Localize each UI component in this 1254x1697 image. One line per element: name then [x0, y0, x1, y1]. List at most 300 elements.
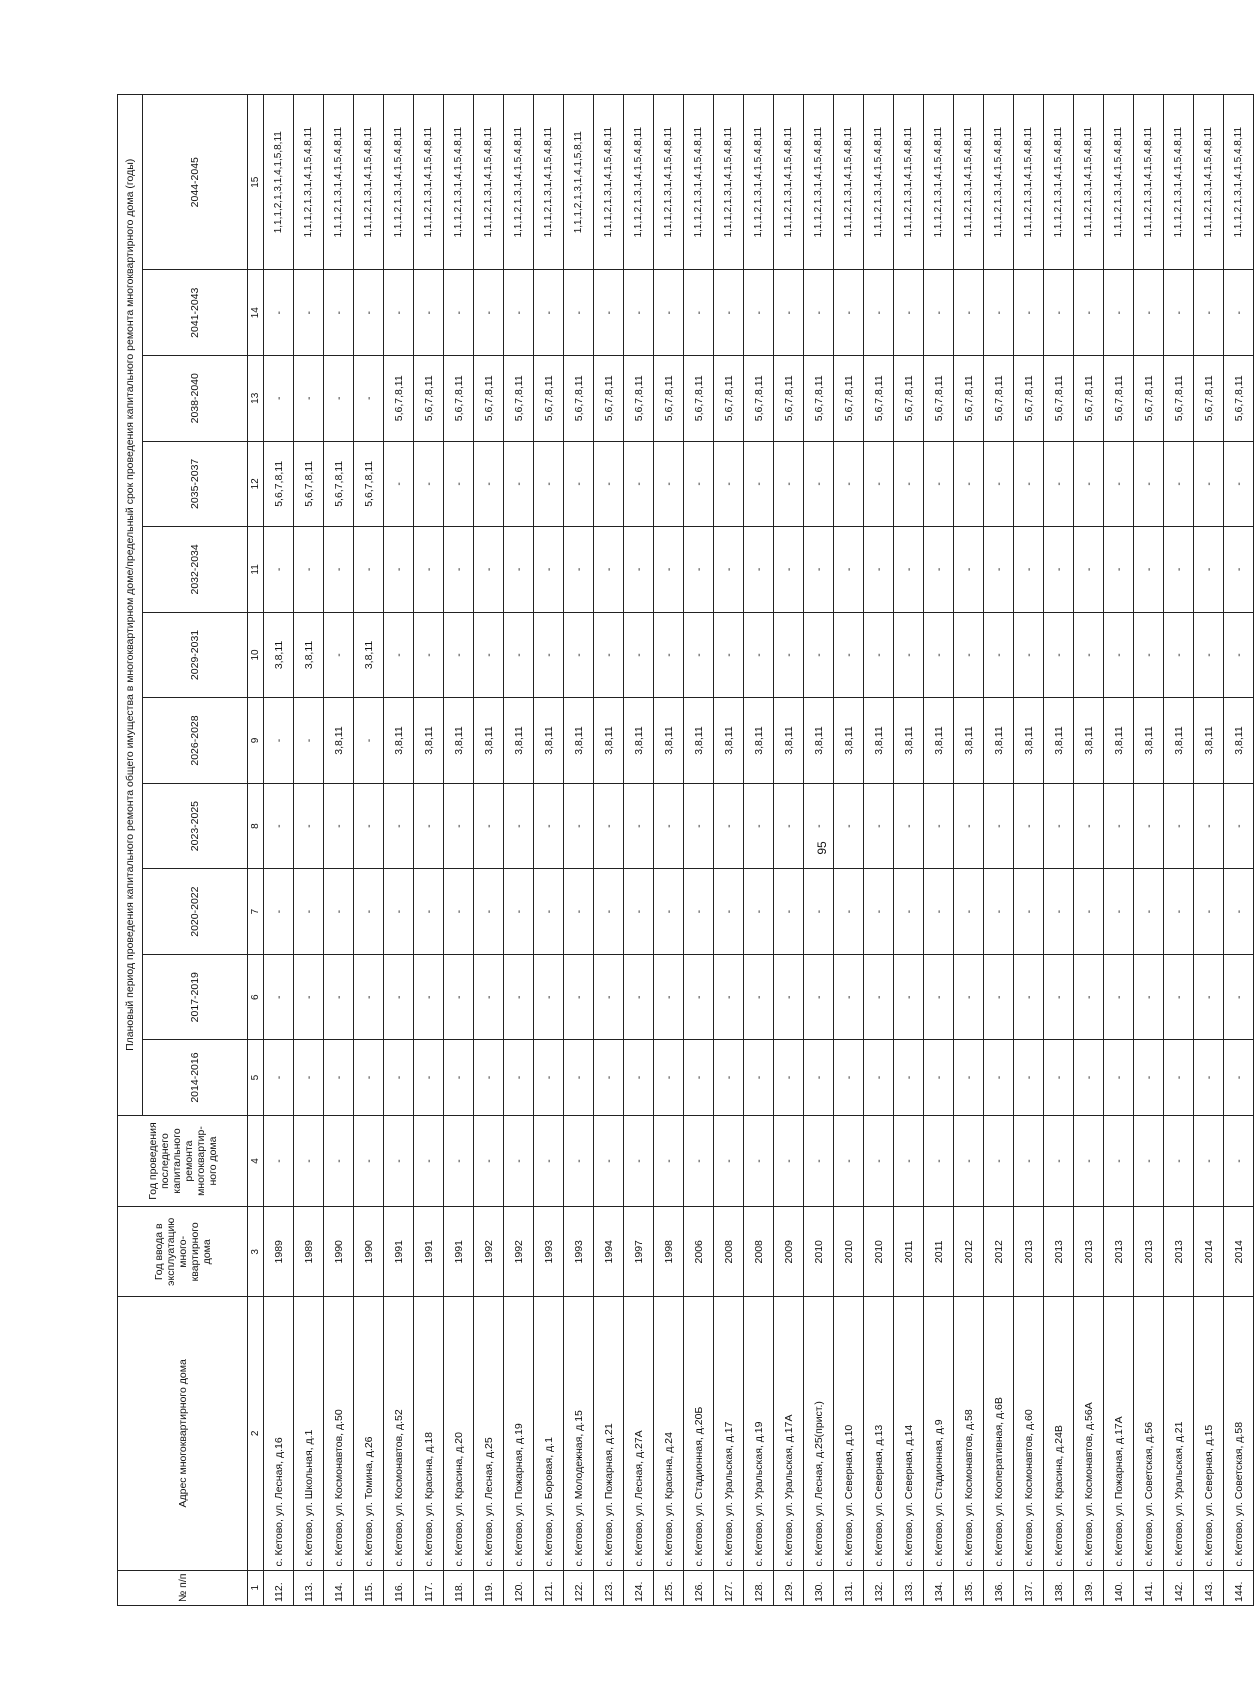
cell-address: с. Кетово, ул. Лесная, д.16: [264, 1297, 294, 1570]
cell-address: с. Кетово, ул. Красина, д.24: [654, 1297, 684, 1570]
cell-period-value: -: [1074, 441, 1104, 527]
cell-period-value: 1,1,1,2,1,3,1,4,1,5,4,8,11: [1014, 95, 1044, 270]
cell-row-number: 125.: [654, 1570, 684, 1605]
cell-period-value: -: [504, 954, 534, 1040]
cell-period-value: -: [354, 783, 384, 869]
column-number: 11: [248, 527, 264, 613]
cell-period-value: -: [654, 527, 684, 613]
cell-period-value: -: [1014, 954, 1044, 1040]
cell-address: с. Кетово, ул. Пожарная, д.19: [504, 1297, 534, 1570]
cell-year-built: 1990: [324, 1207, 354, 1297]
cell-period-value: -: [1164, 270, 1194, 356]
column-number: 9: [248, 698, 264, 784]
cell-period-value: 3,8,11: [534, 698, 564, 784]
cell-address: с. Кетово, ул. Космонавтов, д.58: [954, 1297, 984, 1570]
table-row: [1044, 95, 1074, 1606]
table-row: [714, 95, 744, 1606]
cell-period-value: -: [534, 869, 564, 955]
header-year-built: Год ввода в эксплуатацию много-квартирного дома: [118, 1207, 248, 1297]
cell-year-built: 2006: [684, 1207, 714, 1297]
cell-year-built: 2009: [774, 1207, 804, 1297]
cell-period-value: 3,8,11: [1164, 698, 1194, 784]
cell-address: с. Кетово, ул. Кооперативная, д.6В: [984, 1297, 1014, 1570]
cell-period-value: 1,1,1,2,1,3,1,4,1,5,4,8,11: [504, 95, 534, 270]
cell-period-value: -: [444, 441, 474, 527]
cell-last-repair: -: [354, 1115, 384, 1207]
cell-period-value: -: [804, 612, 834, 698]
table-row: [804, 95, 834, 1606]
cell-period-value: -: [1044, 441, 1074, 527]
cell-period-value: 1,1,1,2,1,3,1,4,1,5,4,8,11: [864, 95, 894, 270]
cell-period-value: -: [474, 783, 504, 869]
cell-period-value: 5,6,7,8,11: [1014, 355, 1044, 441]
cell-period-value: -: [1044, 612, 1074, 698]
cell-year-built: 1991: [414, 1207, 444, 1297]
cell-row-number: 114.: [324, 1570, 354, 1605]
cell-row-number: 127.: [714, 1570, 744, 1605]
cell-period-value: -: [324, 783, 354, 869]
cell-period-value: 1,1,1,2,1,3,1,4,1,5,4,8,11: [714, 95, 744, 270]
cell-address: с. Кетово, ул. Лесная, д.27А: [624, 1297, 654, 1570]
cell-year-built: 2011: [924, 1207, 954, 1297]
cell-period-value: -: [744, 441, 774, 527]
header-period: 2044-2045: [143, 95, 248, 270]
cell-period-value: -: [624, 270, 654, 356]
cell-period-value: -: [834, 270, 864, 356]
cell-period-value: -: [714, 270, 744, 356]
cell-period-value: -: [744, 527, 774, 613]
cell-period-value: -: [984, 954, 1014, 1040]
cell-last-repair: -: [744, 1115, 774, 1207]
cell-year-built: 2013: [1164, 1207, 1194, 1297]
cell-period-value: -: [564, 527, 594, 613]
cell-period-value: 3,8,11: [624, 698, 654, 784]
cell-row-number: 143.: [1194, 1570, 1224, 1605]
cell-period-value: -: [714, 527, 744, 613]
cell-period-value: -: [654, 869, 684, 955]
cell-period-value: -: [1194, 869, 1224, 955]
cell-period-value: 5,6,7,8,11: [1044, 355, 1074, 441]
cell-period-value: -: [864, 783, 894, 869]
cell-year-built: 2008: [744, 1207, 774, 1297]
cell-row-number: 144.: [1224, 1570, 1254, 1605]
cell-period-value: -: [1194, 527, 1224, 613]
cell-row-number: 126.: [684, 1570, 714, 1605]
header-period: 2029-2031: [143, 612, 248, 698]
cell-period-value: -: [594, 527, 624, 613]
cell-period-value: -: [684, 270, 714, 356]
column-number: 10: [248, 612, 264, 698]
cell-period-value: -: [1164, 441, 1194, 527]
cell-period-value: -: [1014, 783, 1044, 869]
cell-period-value: 1,1,1,2,1,3,1,4,1,5,4,8,11: [924, 95, 954, 270]
column-number: 13: [248, 355, 264, 441]
header-period: 2035-2037: [143, 441, 248, 527]
cell-period-value: -: [504, 527, 534, 613]
cell-period-value: -: [384, 527, 414, 613]
cell-period-value: 3,8,11: [954, 698, 984, 784]
cell-period-value: 5,6,7,8,11: [894, 355, 924, 441]
table-row: [1134, 95, 1164, 1606]
header-period: 2032-2034: [143, 527, 248, 613]
cell-period-value: -: [834, 783, 864, 869]
cell-row-number: 120.: [504, 1570, 534, 1605]
cell-period-value: -: [924, 612, 954, 698]
cell-period-value: -: [624, 441, 654, 527]
cell-period-value: -: [894, 270, 924, 356]
cell-period-value: -: [1164, 612, 1194, 698]
cell-period-value: 5,6,7,8,11: [744, 355, 774, 441]
cell-period-value: -: [534, 527, 564, 613]
cell-period-value: -: [744, 1040, 774, 1115]
cell-period-value: -: [654, 1040, 684, 1115]
cell-year-built: 2010: [834, 1207, 864, 1297]
cell-period-value: -: [594, 783, 624, 869]
cell-period-value: -: [714, 1040, 744, 1115]
cell-address: с. Кетово, ул. Северная, д.10: [834, 1297, 864, 1570]
cell-last-repair: -: [624, 1115, 654, 1207]
cell-period-value: -: [354, 270, 384, 356]
cell-period-value: -: [1164, 1040, 1194, 1115]
cell-period-value: -: [894, 869, 924, 955]
cell-period-value: -: [294, 869, 324, 955]
cell-year-built: 1992: [474, 1207, 504, 1297]
cell-period-value: 1,1,1,2,1,3,1,4,1,5,4,8,11: [984, 95, 1014, 270]
cell-year-built: 2013: [1014, 1207, 1044, 1297]
cell-period-value: -: [924, 954, 954, 1040]
cell-address: с. Кетово, ул. Космонавтов, д.56А: [1074, 1297, 1104, 1570]
cell-period-value: -: [594, 954, 624, 1040]
cell-address: с. Кетово, ул. Стадионная, д.9: [924, 1297, 954, 1570]
cell-period-value: -: [774, 527, 804, 613]
cell-period-value: 3,8,11: [924, 698, 954, 784]
cell-period-value: -: [414, 783, 444, 869]
cell-period-value: -: [1074, 270, 1104, 356]
cell-period-value: -: [1074, 1040, 1104, 1115]
cell-period-value: 1,1,1,2,1,3,1,4,1,5,4,8,11: [654, 95, 684, 270]
cell-period-value: -: [1014, 270, 1044, 356]
cell-row-number: 136.: [984, 1570, 1014, 1605]
cell-address: с. Кетово, ул. Красина, д.18: [414, 1297, 444, 1570]
rotated-document-area: [117, 94, 1245, 1606]
cell-last-repair: -: [264, 1115, 294, 1207]
cell-period-value: -: [1134, 527, 1164, 613]
cell-period-value: -: [894, 441, 924, 527]
cell-period-value: -: [1224, 441, 1254, 527]
cell-period-value: 5,6,7,8,11: [714, 355, 744, 441]
cell-period-value: -: [474, 954, 504, 1040]
cell-period-value: 1,1,1,2,1,3,1,4,1,5,4,8,11: [684, 95, 714, 270]
cell-period-value: -: [294, 355, 324, 441]
header-planned-period: Плановый период проведения капитального ремонта общего имущества в многоквартирном доме/предельный срок проведения капитального ремонта многоквартирного дома (годы): [118, 95, 143, 1116]
cell-period-value: -: [1074, 869, 1104, 955]
cell-year-built: 1990: [354, 1207, 384, 1297]
cell-period-value: -: [474, 441, 504, 527]
cell-period-value: -: [684, 869, 714, 955]
cell-period-value: -: [534, 954, 564, 1040]
cell-period-value: -: [984, 270, 1014, 356]
cell-address: с. Кетово, ул. Красина, д.24В: [1044, 1297, 1074, 1570]
cell-period-value: -: [714, 612, 744, 698]
cell-row-number: 112.: [264, 1570, 294, 1605]
cell-row-number: 138.: [1044, 1570, 1074, 1605]
cell-last-repair: -: [654, 1115, 684, 1207]
cell-period-value: -: [594, 1040, 624, 1115]
cell-period-value: 5,6,7,8,11: [594, 355, 624, 441]
cell-last-repair: -: [774, 1115, 804, 1207]
cell-period-value: -: [774, 783, 804, 869]
cell-address: с. Кетово, ул. Красина, д.20: [444, 1297, 474, 1570]
cell-period-value: -: [384, 869, 414, 955]
cell-period-value: 1,1,1,2,1,3,1,4,1,5,4,8,11: [354, 95, 384, 270]
cell-period-value: 5,6,7,8,11: [684, 355, 714, 441]
cell-last-repair: -: [324, 1115, 354, 1207]
cell-period-value: -: [504, 441, 534, 527]
cell-period-value: 3,8,11: [1224, 698, 1254, 784]
cell-period-value: -: [1164, 869, 1194, 955]
cell-row-number: 140.: [1104, 1570, 1134, 1605]
cell-period-value: 1,1,1,2,1,3,1,4,1,5,4,8,11: [1104, 95, 1134, 270]
cell-period-value: 3,8,11: [864, 698, 894, 784]
cell-period-value: -: [774, 441, 804, 527]
cell-period-value: 3,8,11: [354, 612, 384, 698]
cell-period-value: 5,6,7,8,11: [264, 441, 294, 527]
table-stage: [117, 94, 1245, 1606]
cell-period-value: -: [1044, 869, 1074, 955]
cell-period-value: 1,1,1,2,1,3,1,4,1,5,4,8,11: [1224, 95, 1254, 270]
cell-period-value: -: [384, 954, 414, 1040]
cell-period-value: 3,8,11: [594, 698, 624, 784]
cell-last-repair: -: [414, 1115, 444, 1207]
cell-period-value: 5,6,7,8,11: [384, 355, 414, 441]
table-row: [1194, 95, 1224, 1606]
cell-row-number: 134.: [924, 1570, 954, 1605]
cell-last-repair: -: [1164, 1115, 1194, 1207]
cell-period-value: -: [624, 527, 654, 613]
table-row: [684, 95, 714, 1606]
cell-row-number: 123.: [594, 1570, 624, 1605]
cell-period-value: -: [954, 612, 984, 698]
cell-period-value: -: [414, 1040, 444, 1115]
cell-period-value: -: [1224, 783, 1254, 869]
cell-period-value: -: [744, 612, 774, 698]
cell-period-value: 1,1,1,2,1,3,1,4,1,5,4,8,11: [474, 95, 504, 270]
cell-period-value: -: [954, 869, 984, 955]
table-row: [894, 95, 924, 1606]
cell-period-value: 5,6,7,8,11: [1104, 355, 1134, 441]
cell-year-built: 1991: [384, 1207, 414, 1297]
cell-year-built: 2012: [984, 1207, 1014, 1297]
cell-period-value: -: [594, 441, 624, 527]
cell-period-value: 3,8,11: [984, 698, 1014, 784]
cell-last-repair: -: [1044, 1115, 1074, 1207]
cell-last-repair: -: [504, 1115, 534, 1207]
cell-period-value: -: [594, 270, 624, 356]
cell-period-value: -: [1104, 612, 1134, 698]
cell-last-repair: -: [1014, 1115, 1044, 1207]
cell-period-value: -: [264, 355, 294, 441]
table-row: [1014, 95, 1044, 1606]
cell-period-value: -: [894, 954, 924, 1040]
cell-period-value: -: [504, 869, 534, 955]
cell-period-value: 1,1,1,2,1,3,1,4,1,5,4,8,11: [534, 95, 564, 270]
cell-period-value: -: [1134, 270, 1164, 356]
cell-period-value: 3,8,11: [1104, 698, 1134, 784]
cell-period-value: -: [864, 869, 894, 955]
cell-period-value: -: [324, 527, 354, 613]
column-number: 8: [248, 783, 264, 869]
cell-period-value: -: [534, 1040, 564, 1115]
cell-last-repair: -: [714, 1115, 744, 1207]
cell-period-value: -: [684, 527, 714, 613]
cell-period-value: -: [894, 1040, 924, 1115]
cell-period-value: -: [534, 441, 564, 527]
cell-period-value: 3,8,11: [324, 698, 354, 784]
cell-period-value: 3,8,11: [714, 698, 744, 784]
cell-period-value: -: [1104, 441, 1134, 527]
table-row: [504, 95, 534, 1606]
cell-period-value: -: [264, 270, 294, 356]
cell-period-value: -: [354, 698, 384, 784]
cell-period-value: -: [1014, 612, 1044, 698]
cell-period-value: -: [264, 954, 294, 1040]
cell-row-number: 135.: [954, 1570, 984, 1605]
cell-year-built: 2013: [1134, 1207, 1164, 1297]
cell-period-value: -: [774, 954, 804, 1040]
cell-period-value: 1,1,1,2,1,3,1,4,1,5,4,8,11: [834, 95, 864, 270]
cell-period-value: -: [654, 441, 684, 527]
cell-period-value: -: [684, 954, 714, 1040]
cell-period-value: -: [444, 612, 474, 698]
cell-period-value: 5,6,7,8,11: [324, 441, 354, 527]
cell-period-value: -: [684, 612, 714, 698]
cell-row-number: 121.: [534, 1570, 564, 1605]
cell-row-number: 131.: [834, 1570, 864, 1605]
cell-period-value: -: [714, 783, 744, 869]
header-period: 2020-2022: [143, 869, 248, 955]
cell-row-number: 139.: [1074, 1570, 1104, 1605]
cell-period-value: -: [414, 441, 444, 527]
header-period: 2038-2040: [143, 355, 248, 441]
capital-repair-schedule-table: [117, 94, 1254, 1606]
cell-period-value: -: [384, 612, 414, 698]
cell-row-number: 137.: [1014, 1570, 1044, 1605]
cell-address: с. Кетово, ул. Уральская, д.17А: [774, 1297, 804, 1570]
cell-row-number: 129.: [774, 1570, 804, 1605]
cell-period-value: -: [1224, 954, 1254, 1040]
cell-period-value: -: [414, 612, 444, 698]
cell-period-value: 3,8,11: [1194, 698, 1224, 784]
cell-period-value: 1,1,1,2,1,3,1,4,1,5,4,8,11: [954, 95, 984, 270]
cell-period-value: -: [1014, 527, 1044, 613]
table-row: [864, 95, 894, 1606]
cell-period-value: 5,6,7,8,11: [864, 355, 894, 441]
cell-period-value: 3,8,11: [474, 698, 504, 784]
cell-period-value: 5,6,7,8,11: [444, 355, 474, 441]
cell-period-value: -: [384, 783, 414, 869]
cell-period-value: -: [444, 270, 474, 356]
cell-period-value: -: [954, 783, 984, 869]
cell-period-value: -: [1074, 612, 1104, 698]
cell-period-value: -: [594, 869, 624, 955]
table-row: [354, 95, 384, 1606]
cell-period-value: -: [834, 612, 864, 698]
cell-period-value: -: [354, 527, 384, 613]
cell-period-value: -: [624, 869, 654, 955]
cell-period-value: -: [1224, 270, 1254, 356]
cell-period-value: -: [354, 355, 384, 441]
cell-row-number: 113.: [294, 1570, 324, 1605]
cell-period-value: -: [714, 441, 744, 527]
table-row: [954, 95, 984, 1606]
cell-period-value: 1,1,1,2,1,3,1,4,1,5,4,8,11: [1044, 95, 1074, 270]
table-row: [1074, 95, 1104, 1606]
cell-period-value: 1,1,1,2,1,3,1,4,1,5,4,8,11: [1194, 95, 1224, 270]
cell-period-value: 3,8,11: [1134, 698, 1164, 784]
cell-period-value: -: [504, 783, 534, 869]
cell-period-value: -: [504, 612, 534, 698]
column-number: 4: [248, 1115, 264, 1207]
cell-period-value: -: [984, 783, 1014, 869]
cell-period-value: 3,8,11: [684, 698, 714, 784]
cell-period-value: -: [1224, 1040, 1254, 1115]
header-period: 2041-2043: [143, 270, 248, 356]
cell-period-value: -: [474, 1040, 504, 1115]
cell-last-repair: -: [924, 1115, 954, 1207]
cell-period-value: -: [864, 270, 894, 356]
cell-period-value: -: [474, 270, 504, 356]
cell-row-number: 122.: [564, 1570, 594, 1605]
cell-row-number: 133.: [894, 1570, 924, 1605]
cell-period-value: -: [324, 869, 354, 955]
column-number: 15: [248, 95, 264, 270]
cell-period-value: 3,8,11: [1014, 698, 1044, 784]
cell-period-value: -: [924, 270, 954, 356]
cell-row-number: 118.: [444, 1570, 474, 1605]
cell-period-value: -: [804, 1040, 834, 1115]
cell-period-value: -: [414, 270, 444, 356]
column-number: 5: [248, 1040, 264, 1115]
cell-period-value: -: [1044, 527, 1074, 613]
cell-period-value: -: [894, 527, 924, 613]
cell-period-value: -: [534, 783, 564, 869]
cell-row-number: 132.: [864, 1570, 894, 1605]
header-period: 2017-2019: [143, 954, 248, 1040]
cell-period-value: 3,8,11: [894, 698, 924, 784]
table-row: [324, 95, 354, 1606]
cell-period-value: 5,6,7,8,11: [474, 355, 504, 441]
table-row: [444, 95, 474, 1606]
cell-period-value: -: [864, 612, 894, 698]
cell-period-value: -: [684, 783, 714, 869]
cell-period-value: -: [1134, 1040, 1164, 1115]
cell-last-repair: -: [564, 1115, 594, 1207]
cell-period-value: -: [444, 527, 474, 613]
cell-period-value: 3,8,11: [744, 698, 774, 784]
cell-period-value: 5,6,7,8,11: [564, 355, 594, 441]
cell-period-value: 1,1,1,2,1,3,1,4,1,5,4,8,11: [804, 95, 834, 270]
cell-period-value: 5,6,7,8,11: [1194, 355, 1224, 441]
cell-period-value: -: [1104, 270, 1134, 356]
cell-period-value: 1,1,1,2,1,3,1,4,1,5,4,8,11: [1164, 95, 1194, 270]
cell-address: с. Кетово, ул. Советская, д.56: [1134, 1297, 1164, 1570]
cell-last-repair: -: [954, 1115, 984, 1207]
cell-period-value: -: [1194, 1040, 1224, 1115]
cell-period-value: -: [534, 612, 564, 698]
cell-period-value: -: [474, 612, 504, 698]
cell-year-built: 2010: [804, 1207, 834, 1297]
cell-period-value: -: [264, 1040, 294, 1115]
